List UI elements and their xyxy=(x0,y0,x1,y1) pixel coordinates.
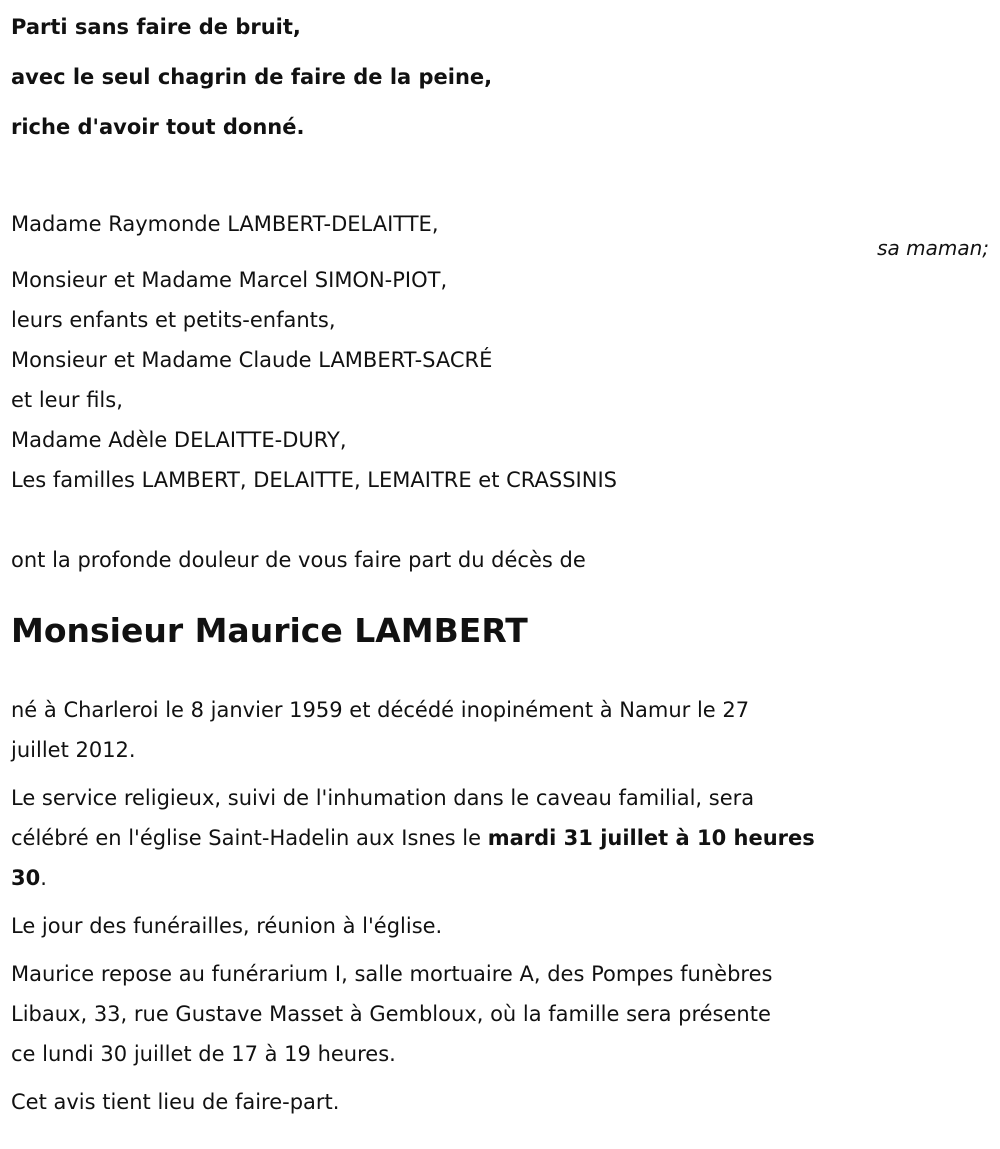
service-paragraph xyxy=(11,778,991,898)
mother-role: sa maman; xyxy=(877,236,989,260)
poem-line: avec le seul chagrin de faire de la peine, xyxy=(11,65,493,89)
family-member: Monsieur et Madame Claude LAMBERT-SACRÉ xyxy=(11,348,493,372)
birth-death-paragraph xyxy=(11,690,991,770)
family-member: Les familles LAMBERT, DELAITTE, LEMAITRE et CRASSINIS xyxy=(11,468,617,492)
service-datetime-end: 30 xyxy=(11,866,41,890)
text-line: juillet 2012. xyxy=(11,738,136,762)
text-line: ce lundi 30 juillet de 17 à 19 heures. xyxy=(11,1042,396,1066)
family-list xyxy=(11,260,991,500)
deceased-name: Monsieur Maurice LAMBERT xyxy=(11,611,528,650)
text-line xyxy=(11,858,991,898)
closing-paragraph: Cet avis tient lieu de faire-part. xyxy=(11,1090,340,1114)
text-line: né à Charleroi le 8 janvier 1959 et décédé inopinément à Namur le 27 xyxy=(11,698,750,722)
poem-line: Parti sans faire de bruit, xyxy=(11,15,301,39)
family-member: Madame Adèle DELAITTE-DURY, xyxy=(11,428,347,452)
obituary-notice xyxy=(11,0,991,1122)
family-member: et leur fils, xyxy=(11,388,123,412)
service-datetime: mardi 31 juillet à 10 heures xyxy=(487,826,815,850)
mother-name: Madame Raymonde LAMBERT-DELAITTE, xyxy=(11,212,439,236)
text-line: Maurice repose au funérarium I, salle mortuaire A, des Pompes funèbres xyxy=(11,962,773,986)
text-line: Le service religieux, suivi de l'inhumation dans le caveau familial, sera xyxy=(11,786,755,810)
poem-line: riche d'avoir tout donné. xyxy=(11,115,305,139)
service-text: célébré en l'église Saint-Hadelin aux Isnes le xyxy=(11,826,488,850)
announcement-intro: ont la profonde douleur de vous faire part du décès de xyxy=(11,548,586,572)
text-line: Libaux, 33, rue Gustave Masset à Gembloux, où la famille sera présente xyxy=(11,1002,771,1026)
text-line xyxy=(11,818,991,858)
opening-poem xyxy=(11,2,991,152)
visitation-paragraph xyxy=(11,954,991,1074)
meeting-paragraph: Le jour des funérailles, réunion à l'église. xyxy=(11,914,443,938)
family-member: Monsieur et Madame Marcel SIMON-PIOT, xyxy=(11,268,448,292)
family-member: leurs enfants et petits-enfants, xyxy=(11,308,336,332)
service-text-end: . xyxy=(40,866,47,890)
